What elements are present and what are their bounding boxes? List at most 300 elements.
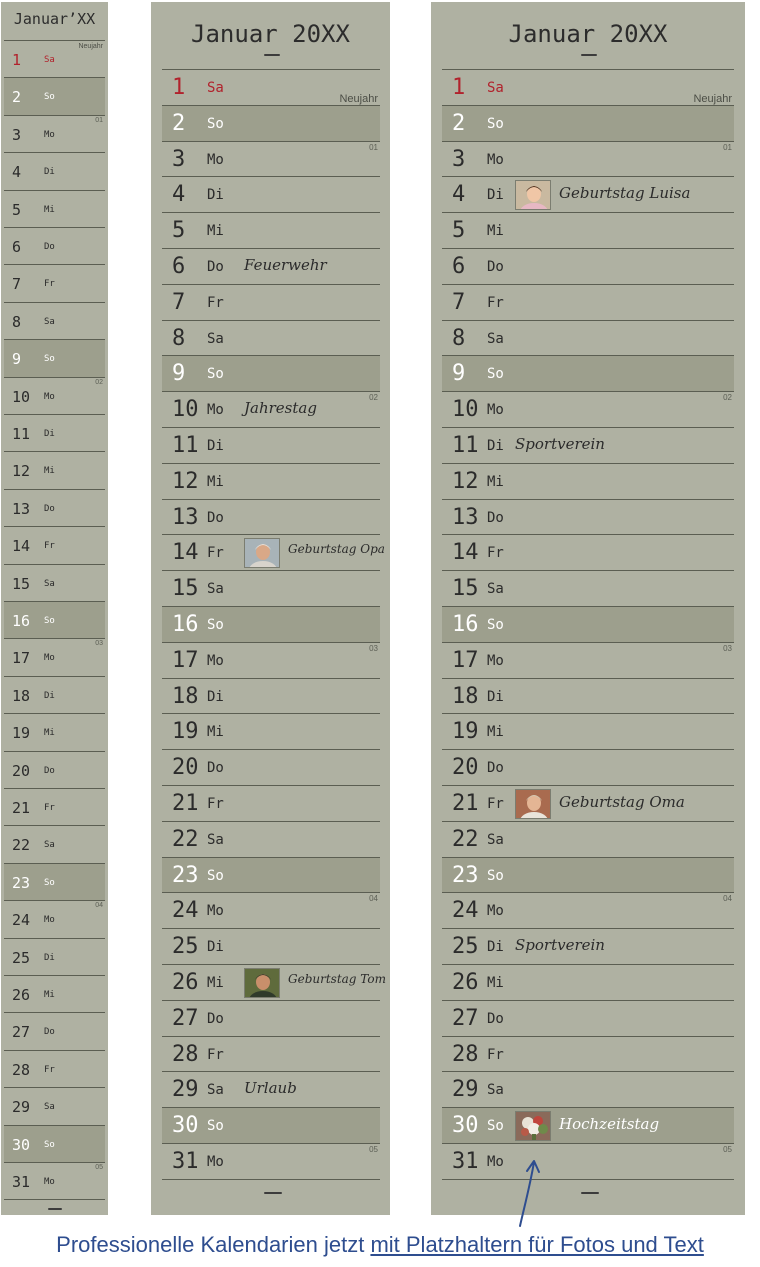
weekday-label: Mi	[487, 223, 504, 240]
week-number: 01	[723, 142, 732, 152]
weekday-label: Sa	[207, 80, 224, 96]
day-row	[162, 534, 385, 570]
day-number: 14	[452, 540, 479, 566]
day-number: 7	[12, 275, 22, 294]
weekday-label: Mi	[207, 473, 224, 490]
weekday-label: Do	[207, 1010, 224, 1027]
day-number: 28	[12, 1060, 31, 1079]
day-row	[162, 964, 386, 1000]
weekday-label: Do	[44, 765, 55, 776]
day-row	[162, 749, 380, 785]
day-number: 5	[12, 200, 22, 219]
day-row	[442, 1036, 734, 1072]
day-row	[442, 355, 734, 391]
weekday-label: So	[487, 115, 504, 132]
weekday-label: Do	[44, 1027, 55, 1038]
day-number: 2	[452, 110, 466, 136]
day-number: 20	[452, 755, 479, 781]
week-number: 03	[369, 643, 378, 653]
weekday-label: Fr	[44, 541, 55, 552]
day-number: 4	[172, 182, 186, 208]
week-number: 05	[723, 1145, 732, 1154]
calendar-middle	[151, 2, 390, 1215]
day-number: 30	[452, 1113, 479, 1139]
day-row	[442, 1107, 734, 1143]
day-row	[4, 152, 105, 189]
weekday-label: Di	[44, 690, 55, 701]
bottom-mark	[48, 1208, 62, 1210]
day-row	[442, 713, 734, 749]
weekday-label: So	[44, 1139, 55, 1150]
day-number: 22	[452, 826, 479, 852]
week-number: 02	[369, 393, 378, 403]
weekday-label: Sa	[487, 330, 504, 347]
weekday-label: Mi	[487, 473, 504, 490]
week-number: 04	[369, 894, 378, 904]
weekday-label: Fr	[487, 294, 504, 311]
day-number: 25	[172, 934, 199, 960]
day-number: 26	[172, 970, 199, 995]
day-row	[442, 928, 734, 964]
calendar-entry[interactable]: Hochzeitstag	[559, 1115, 660, 1134]
weekday-label: Mo	[207, 903, 224, 920]
day-number: 22	[172, 826, 199, 852]
weekday-label: Mi	[487, 975, 504, 991]
day-number: 3	[452, 146, 466, 172]
weekday-label: Mi	[207, 975, 224, 991]
weekday-label: Sa	[207, 330, 224, 347]
day-row	[4, 339, 105, 376]
weekday-label: Mi	[207, 223, 224, 240]
week-number: 05	[95, 1164, 103, 1171]
day-row	[4, 713, 105, 750]
weekday-label: Di	[207, 438, 224, 454]
day-row	[162, 499, 380, 535]
week-number: 04	[723, 894, 732, 904]
weekday-label: So	[207, 867, 224, 884]
weekday-label: Di	[207, 939, 224, 956]
weekday-label: So	[44, 92, 55, 103]
title-year: XX	[77, 10, 96, 28]
weekday-label: So	[44, 616, 55, 626]
day-row	[442, 892, 734, 928]
weekday-label: Sa	[487, 581, 504, 598]
weekday-label: Sa	[487, 80, 504, 96]
title-apostrophe: ’	[68, 10, 78, 28]
week-number: 05	[369, 1145, 378, 1154]
calendar-entry[interactable]: Sportverein	[515, 435, 605, 453]
day-row	[162, 105, 380, 141]
photo-placeholder[interactable]	[515, 1111, 551, 1141]
day-number: 11	[172, 433, 199, 458]
day-number: 23	[12, 873, 31, 892]
day-row	[4, 377, 105, 414]
arrow-up-icon	[510, 1158, 550, 1230]
weekday-label: Fr	[207, 294, 224, 311]
day-row	[162, 821, 380, 857]
day-number: 3	[12, 125, 22, 144]
weekday-label: Di	[487, 438, 504, 454]
weekday-label: Do	[487, 1010, 504, 1027]
weekday-label: Sa	[207, 831, 224, 848]
day-row	[442, 69, 734, 105]
day-number: 7	[452, 289, 466, 315]
weekday-label: Sa	[44, 1102, 55, 1113]
weekday-label: Mo	[44, 1177, 55, 1187]
weekday-label: Sa	[487, 831, 504, 848]
day-row	[162, 248, 380, 284]
day-row	[162, 427, 380, 463]
weekday-label: Di	[487, 688, 504, 705]
weekday-label: Sa	[207, 581, 224, 598]
calendar-entry[interactable]: Sportverein	[515, 936, 605, 955]
day-number: 24	[452, 898, 479, 924]
weekday-label: Do	[207, 760, 224, 777]
weekday-label: Di	[44, 429, 55, 439]
weekday-label: Di	[207, 187, 224, 204]
weekday-label: Do	[44, 242, 55, 252]
day-number: 29	[452, 1077, 479, 1103]
weekday-label: Mo	[44, 653, 55, 664]
day-number: 6	[172, 254, 186, 279]
day-row	[162, 678, 380, 714]
day-number: 4	[452, 182, 466, 208]
day-number: 20	[12, 761, 31, 780]
day-row	[4, 414, 105, 451]
day-row	[442, 391, 734, 427]
day-row	[442, 785, 734, 821]
weekday-label: Do	[487, 509, 504, 526]
day-row	[4, 115, 105, 152]
day-number: 5	[172, 218, 186, 244]
day-row	[442, 427, 734, 463]
day-number: 28	[452, 1041, 479, 1067]
day-row	[162, 463, 380, 499]
day-number: 26	[452, 970, 479, 995]
day-row	[162, 320, 380, 356]
day-row	[162, 713, 380, 749]
weekday-label: Mi	[44, 466, 55, 477]
day-number: 18	[12, 686, 31, 705]
row-bottom-rule	[4, 1199, 105, 1200]
day-number: 2	[172, 110, 186, 136]
day-number: 9	[12, 350, 22, 369]
day-row	[442, 1000, 734, 1036]
day-row	[4, 751, 105, 788]
day-row	[4, 788, 105, 825]
weekday-label: Do	[44, 503, 55, 514]
weekday-label: Sa	[44, 840, 55, 851]
day-row	[442, 606, 734, 642]
week-number: 01	[369, 142, 378, 152]
day-number: 17	[12, 649, 31, 668]
day-row	[442, 570, 734, 606]
weekday-label: Do	[207, 259, 224, 275]
day-number: 6	[452, 254, 466, 279]
day-number: 21	[452, 791, 479, 816]
weekday-label: Fr	[487, 545, 504, 562]
day-number: 26	[12, 986, 31, 1004]
day-row	[162, 857, 380, 893]
weekday-label: Fr	[207, 545, 224, 562]
day-row	[4, 1125, 105, 1162]
weekday-label: Do	[207, 509, 224, 526]
weekday-label: Mi	[487, 724, 504, 741]
weekday-label: Sa	[44, 316, 55, 327]
week-number: 03	[95, 640, 103, 648]
day-row	[4, 302, 105, 339]
photo-placeholder[interactable]	[515, 180, 551, 210]
day-number: 16	[452, 612, 479, 637]
calendar-entry[interactable]: Jahrestag	[244, 399, 317, 418]
day-row	[4, 975, 105, 1012]
day-row	[442, 964, 734, 1000]
weekday-label: Mo	[44, 915, 55, 926]
day-row	[442, 642, 734, 678]
day-row	[442, 499, 734, 535]
tagline-prefix: Professionelle Kalendarien jetzt	[56, 1232, 371, 1257]
day-number: 30	[172, 1113, 199, 1139]
week-number: 02	[723, 393, 732, 403]
day-number: 18	[452, 683, 479, 709]
day-number: 30	[12, 1135, 31, 1154]
holiday-label: Neujahr	[78, 43, 103, 51]
week-number: 01	[95, 116, 103, 124]
day-number: 19	[452, 719, 479, 745]
weekday-label: Sa	[207, 1082, 224, 1099]
day-number: 31	[452, 1149, 479, 1174]
day-number: 21	[172, 791, 199, 816]
day-number: 24	[172, 898, 199, 924]
day-row	[442, 678, 734, 714]
day-number: 9	[172, 361, 186, 387]
day-row	[162, 1000, 380, 1036]
title-month: Januar	[13, 10, 69, 28]
day-number: 25	[12, 948, 31, 967]
day-number: 27	[12, 1023, 31, 1042]
day-number: 31	[172, 1149, 199, 1174]
day-number: 18	[172, 683, 199, 709]
weekday-label: So	[487, 867, 504, 884]
weekday-label: So	[487, 366, 504, 383]
weekday-label: Mo	[487, 402, 504, 419]
day-number: 25	[452, 934, 479, 960]
day-row	[162, 212, 380, 248]
calendar-entry[interactable]: Geburtstag Oma	[559, 793, 685, 811]
day-number: 22	[12, 836, 31, 855]
week-number: 03	[723, 643, 732, 653]
calendar-entry[interactable]: Geburtstag Luisa	[559, 184, 691, 203]
day-row	[162, 176, 380, 212]
weekday-label: Mo	[487, 1154, 504, 1170]
weekday-label: Mo	[207, 652, 224, 669]
day-row	[162, 606, 380, 642]
weekday-label: Mi	[44, 990, 55, 1000]
day-number: 17	[452, 647, 479, 673]
calendar-entry[interactable]: Urlaub	[244, 1079, 297, 1098]
weekday-label: Mi	[44, 204, 55, 215]
day-number: 20	[172, 755, 199, 781]
day-number: 23	[452, 862, 479, 888]
weekday-label: Fr	[44, 803, 55, 813]
day-row	[162, 1143, 380, 1179]
weekday-label: So	[207, 617, 224, 633]
bottom-mark	[581, 1192, 599, 1194]
day-row	[442, 534, 734, 570]
weekday-label: So	[207, 366, 224, 383]
day-row	[4, 1087, 105, 1124]
day-row	[4, 938, 105, 975]
day-number: 1	[452, 75, 466, 100]
weekday-label: Do	[487, 760, 504, 777]
day-number: 1	[172, 75, 186, 100]
weekday-label: Sa	[44, 578, 55, 589]
weekday-label: Mo	[487, 151, 504, 168]
weekday-label: Mi	[44, 728, 55, 739]
day-row	[162, 1036, 380, 1072]
day-number: 16	[172, 612, 199, 637]
day-row	[4, 638, 105, 675]
day-number: 8	[172, 325, 186, 351]
day-row	[4, 451, 105, 488]
day-number: 10	[452, 397, 479, 423]
week-number: 02	[95, 378, 103, 386]
weekday-label: Mo	[207, 151, 224, 168]
day-number: 6	[12, 238, 22, 256]
day-number: 13	[172, 504, 199, 530]
day-number: 15	[172, 576, 199, 602]
day-row	[442, 749, 734, 785]
photo-placeholder[interactable]	[515, 789, 551, 819]
weekday-label: Fr	[487, 796, 504, 812]
day-number: 4	[12, 163, 22, 182]
weekday-label: So	[44, 354, 55, 365]
weekday-label: Di	[44, 167, 55, 178]
day-row	[162, 141, 380, 177]
weekday-label: Mi	[207, 724, 224, 741]
day-number: 3	[172, 146, 186, 172]
day-row	[4, 1162, 105, 1199]
day-number: 9	[452, 361, 466, 387]
day-number: 10	[12, 387, 31, 406]
day-row	[442, 248, 734, 284]
weekday-label: Mo	[44, 129, 55, 140]
day-row	[4, 526, 105, 563]
day-row	[162, 355, 380, 391]
tagline-link[interactable]: mit Platzhaltern für Fotos und Text	[370, 1232, 704, 1257]
day-number: 14	[172, 540, 199, 566]
day-number: 29	[172, 1077, 199, 1103]
calendar-title: Januar 20XX	[191, 20, 350, 48]
weekday-label: So	[487, 617, 504, 633]
day-number: 15	[452, 576, 479, 602]
row-bottom-rule	[442, 1179, 734, 1180]
day-number: 27	[172, 1005, 199, 1031]
day-row	[442, 1143, 734, 1179]
day-number: 11	[12, 425, 31, 443]
weekday-label: Di	[207, 688, 224, 705]
weekday-label: Fr	[207, 796, 224, 812]
day-number: 12	[12, 462, 31, 481]
day-number: 8	[452, 325, 466, 351]
weekday-label: So	[44, 877, 55, 888]
day-row	[162, 892, 380, 928]
day-number: 14	[12, 537, 31, 556]
day-row	[162, 284, 380, 320]
weekday-label: Mo	[487, 652, 504, 669]
calendar-entry[interactable]: Geburtstag Opa	[288, 542, 385, 557]
week-number: 04	[95, 902, 103, 910]
weekday-label: So	[487, 1118, 504, 1135]
day-number: 5	[452, 218, 466, 244]
day-row	[442, 141, 734, 177]
day-row	[162, 391, 380, 427]
day-row	[4, 825, 105, 862]
calendar-title	[1, 10, 108, 28]
day-number: 28	[172, 1041, 199, 1067]
day-row	[162, 785, 380, 821]
day-row	[162, 1107, 380, 1143]
day-row	[162, 928, 380, 964]
calendar-entry[interactable]: Geburtstag Tom	[288, 972, 386, 986]
day-number: 12	[172, 468, 199, 494]
day-number: 11	[452, 433, 479, 458]
day-number: 13	[12, 499, 31, 518]
day-row	[4, 40, 105, 77]
day-number: 13	[452, 504, 479, 530]
day-row	[4, 863, 105, 900]
weekday-label: So	[207, 1118, 224, 1135]
photo-placeholder[interactable]	[244, 968, 280, 998]
day-number: 7	[172, 289, 186, 315]
day-number: 10	[172, 397, 199, 423]
title-underline-mark	[264, 54, 280, 56]
day-number: 31	[12, 1173, 31, 1191]
weekday-label: Di	[487, 187, 504, 204]
day-row	[4, 676, 105, 713]
weekday-label: Mo	[207, 1154, 224, 1170]
day-number: 1	[12, 51, 22, 69]
day-row	[4, 77, 105, 114]
weekday-label: Di	[487, 939, 504, 956]
weekday-label: Fr	[44, 279, 55, 290]
day-number: 8	[12, 312, 22, 331]
weekday-label: Fr	[207, 1046, 224, 1063]
day-row	[162, 1071, 380, 1107]
day-row	[442, 105, 734, 141]
day-number: 29	[12, 1098, 31, 1117]
holiday-label: Neujahr	[693, 92, 732, 105]
day-row	[442, 821, 734, 857]
weekday-label: Sa	[487, 1082, 504, 1099]
day-row	[162, 69, 380, 105]
holiday-label: Neujahr	[339, 92, 378, 105]
photo-placeholder[interactable]	[244, 538, 280, 568]
day-row	[4, 264, 105, 301]
weekday-label: So	[207, 115, 224, 132]
day-row	[4, 1050, 105, 1087]
weekday-label: Mo	[207, 402, 224, 419]
day-row	[442, 463, 734, 499]
day-row	[4, 564, 105, 601]
weekday-label: Mo	[44, 391, 55, 402]
calendar-title: Januar 20XX	[508, 20, 668, 48]
calendar-right	[431, 2, 745, 1215]
day-number: 12	[452, 468, 479, 494]
day-row	[4, 190, 105, 227]
calendar-entry[interactable]: Feuerwehr	[244, 256, 327, 274]
calendar-narrow	[1, 2, 108, 1215]
